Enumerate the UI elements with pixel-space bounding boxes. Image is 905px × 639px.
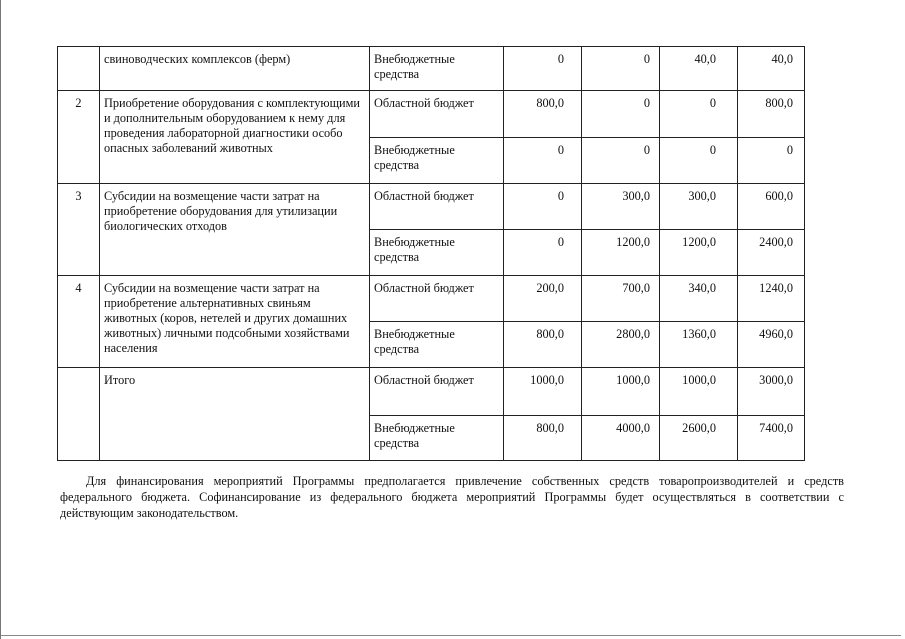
funding-source: Внебюджетные средства: [370, 416, 504, 461]
funding-source: Внебюджетные средства: [370, 47, 504, 91]
value-cell: 0: [582, 47, 660, 91]
value-cell: 40,0: [660, 47, 738, 91]
value-cell: 1200,0: [660, 230, 738, 276]
funding-source: Внебюджетные средства: [370, 138, 504, 184]
body-paragraph: [60, 473, 844, 521]
value-cell: 1200,0: [582, 230, 660, 276]
funding-source: Областной бюджет: [370, 184, 504, 230]
activity-name: Субсидии на возмещение части затрат на приобретение альтернативных свиньям животных (коров, нетелей и других домашних животных) личными подсобными хозяйствами населения: [100, 276, 370, 368]
value-cell: 1000,0: [582, 368, 660, 416]
table-row: [58, 276, 805, 322]
row-number: 4: [58, 276, 100, 368]
value-cell: 340,0: [660, 276, 738, 322]
value-cell: 2600,0: [660, 416, 738, 461]
row-number: [58, 368, 100, 461]
table-row: [58, 368, 805, 416]
value-cell: 0: [504, 230, 582, 276]
value-cell: 800,0: [504, 322, 582, 368]
activity-name: Приобретение оборудования с комплектующими и дополнительным оборудованием к нему для проведения лабораторной диагностики особо опасных заболеваний животных: [100, 91, 370, 184]
activity-name: свиноводческих комплексов (ферм): [100, 47, 370, 91]
value-cell: 7400,0: [738, 416, 805, 461]
table-row: [58, 47, 805, 91]
value-cell: 0: [504, 47, 582, 91]
value-cell: 3000,0: [738, 368, 805, 416]
value-cell: 700,0: [582, 276, 660, 322]
page-bottom-edge: [1, 635, 901, 636]
value-cell: 800,0: [738, 91, 805, 138]
value-cell: 1000,0: [660, 368, 738, 416]
value-cell: 0: [582, 138, 660, 184]
budget-table: [57, 46, 805, 461]
row-number: 3: [58, 184, 100, 276]
value-cell: 300,0: [582, 184, 660, 230]
value-cell: 200,0: [504, 276, 582, 322]
value-cell: 300,0: [660, 184, 738, 230]
value-cell: 0: [504, 184, 582, 230]
value-cell: 0: [582, 91, 660, 138]
value-cell: 0: [504, 138, 582, 184]
activity-name: Субсидии на возмещение части затрат на приобретение оборудования для утилизации биологических отходов: [100, 184, 370, 276]
value-cell: 0: [660, 91, 738, 138]
table-row: [58, 184, 805, 230]
value-cell: 40,0: [738, 47, 805, 91]
funding-source: Областной бюджет: [370, 276, 504, 322]
row-number: 2: [58, 91, 100, 184]
funding-source: Областной бюджет: [370, 91, 504, 138]
value-cell: 1360,0: [660, 322, 738, 368]
value-cell: 800,0: [504, 91, 582, 138]
row-number: [58, 47, 100, 91]
value-cell: 1000,0: [504, 368, 582, 416]
value-cell: 0: [738, 138, 805, 184]
value-cell: 4960,0: [738, 322, 805, 368]
body-paragraph-text: Для финансирования мероприятий Программы предполагается привлечение собственных средств товаропроизводителей и средств федерального бюджета. Софинансирование из федерального бюджета мероприятий Программы будет осуществляться в соответствии с действующим законодательством.: [60, 474, 844, 520]
value-cell: 600,0: [738, 184, 805, 230]
value-cell: 2800,0: [582, 322, 660, 368]
funding-source: Областной бюджет: [370, 368, 504, 416]
value-cell: 1240,0: [738, 276, 805, 322]
activity-name: Итого: [100, 368, 370, 461]
value-cell: 0: [660, 138, 738, 184]
value-cell: 4000,0: [582, 416, 660, 461]
value-cell: 2400,0: [738, 230, 805, 276]
funding-source: Внебюджетные средства: [370, 230, 504, 276]
funding-source: Внебюджетные средства: [370, 322, 504, 368]
value-cell: 800,0: [504, 416, 582, 461]
table-row: [58, 91, 805, 138]
